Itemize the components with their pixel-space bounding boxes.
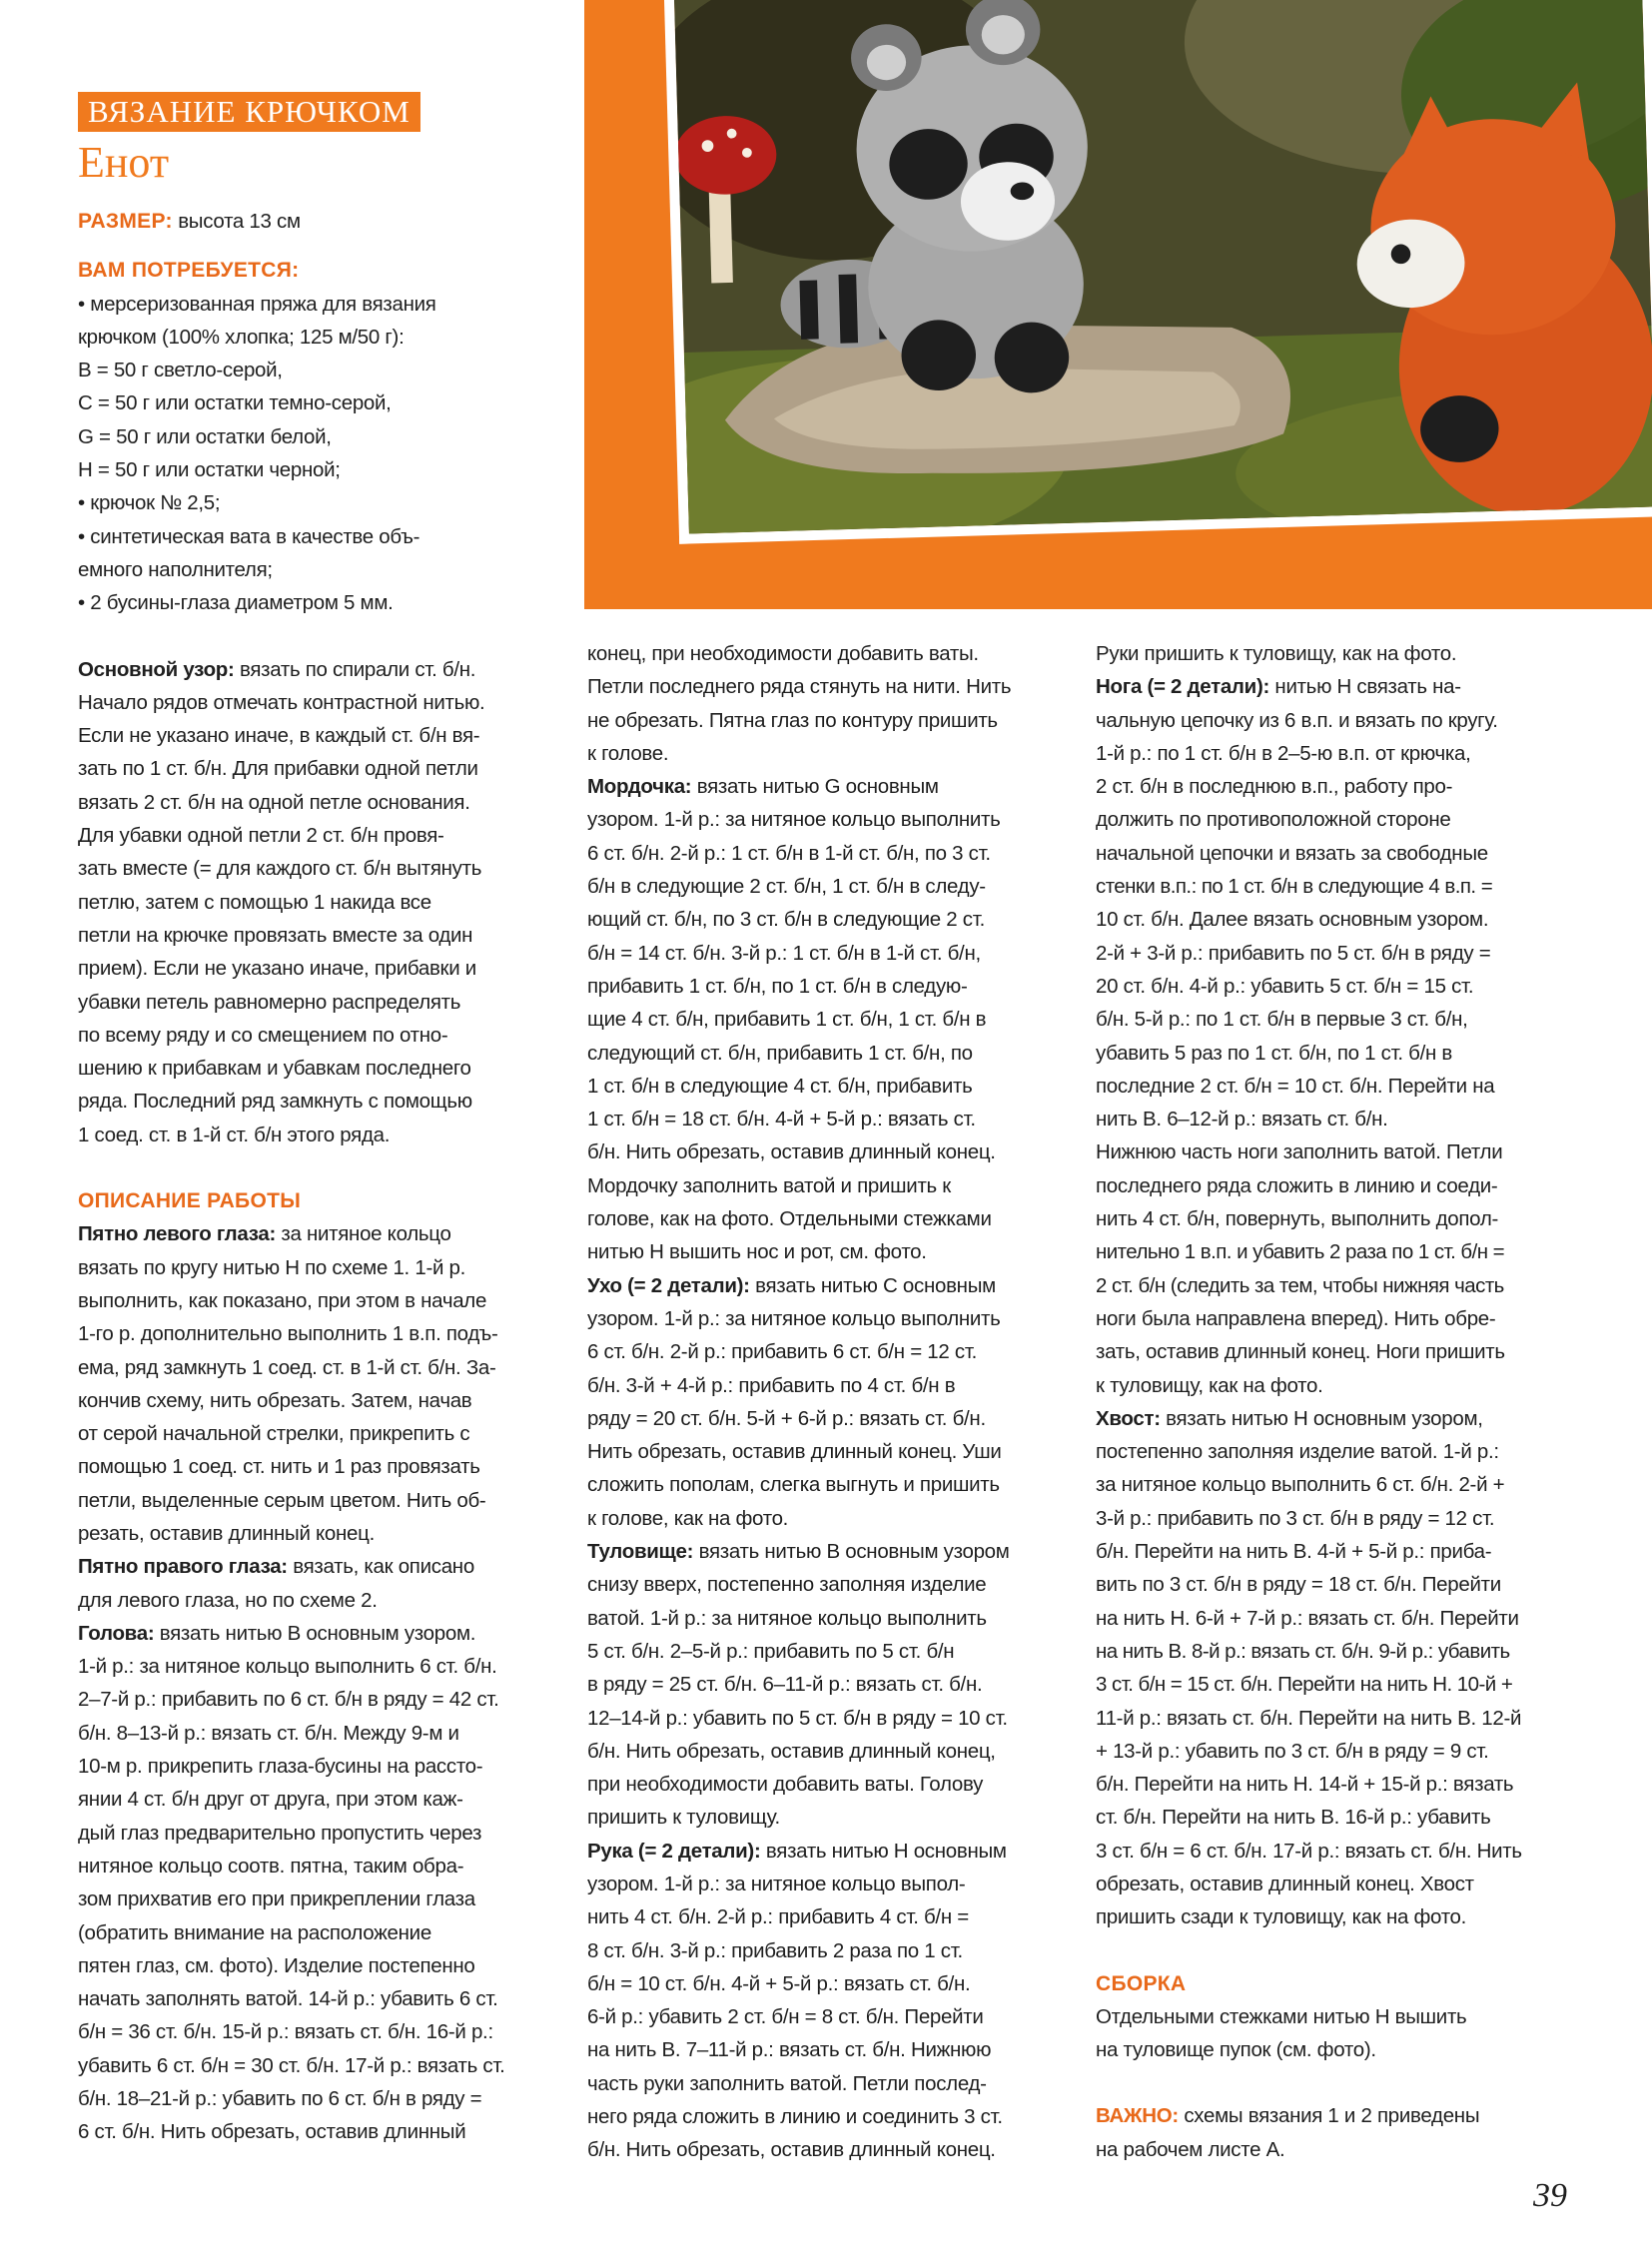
body-label: Туловище: <box>587 1540 694 1564</box>
important-line: на рабочем листе A. <box>1096 2137 1285 2161</box>
materials-heading: ВАМ ПОТРЕБУЕТСЯ: <box>78 259 300 283</box>
muzzle-line: прибавить 1 ст. б/н, по 1 ст. б/н в следую- <box>587 974 968 998</box>
head-line: убавить 6 ст. б/н = 30 ст. б/н. 17-й р.: вязать ст. <box>78 2053 505 2077</box>
muzzle-line: Мордочка: вязать нитью G основным <box>587 775 939 799</box>
assembly-heading: СБОРКА <box>1096 1971 1187 1995</box>
leg-line: 20 ст. б/н. 4-й р.: убавить 5 ст. б/н = 15 ст. <box>1096 974 1474 998</box>
column-1 <box>78 205 557 2149</box>
left-eye-label: Пятно левого глаза: <box>78 1222 276 1246</box>
head-label: Голова: <box>78 1621 155 1645</box>
ear-line: 6 ст. б/н. 2-й р.: прибавить 6 ст. б/н = 12 ст. <box>587 1340 978 1364</box>
left-eye-line: Пятно левого глаза: за нитяное кольцо <box>78 1222 451 1246</box>
leg-line: нительно 1 в.п. и убавить 2 раза по 1 ст. б/н = <box>1096 1240 1505 1264</box>
leg-line: 2 ст. б/н (следить за тем, чтобы нижняя часть <box>1096 1273 1504 1297</box>
head-line: дый глаз предварительно пропустить через <box>78 1821 482 1845</box>
leg-line: зать, оставив длинный конец. Ноги пришить <box>1096 1340 1505 1364</box>
muzzle-line: Мордочку заполнить ватой и пришить к <box>587 1173 951 1197</box>
arm-line: часть руки заполнить ватой. Петли послед- <box>587 2071 987 2095</box>
basic-line: прием). Если не указано иначе, прибавки и <box>78 957 476 981</box>
page-number: 39 <box>1533 2177 1567 2214</box>
tail-line: 3-й р.: прибавить по 3 ст. б/н в ряду = 12 ст. <box>1096 1506 1495 1530</box>
leg-line: 10 ст. б/н. Далее вязать основным узором. <box>1096 908 1489 932</box>
basic-line: убавки петель равномерно распределять <box>78 990 461 1014</box>
spacer <box>1096 2066 1577 2099</box>
leg-line: убавить 5 раз по 1 ст. б/н, по 1 ст. б/н в <box>1096 1041 1453 1065</box>
arm-line: узором. 1-й р.: за нитяное кольцо выпол- <box>587 1872 966 1895</box>
tail-line: 11-й р.: вязать ст. б/н. Перейти на нить B. 12-й <box>1096 1706 1522 1730</box>
leg-line: должить по противоположной стороне <box>1096 808 1451 832</box>
head-line: янии 4 ст. б/н друг от друга, при этом каж- <box>78 1788 463 1812</box>
leg-line: б/н. 5-й р.: по 1 ст. б/н в первые 3 ст. б/н, <box>1096 1008 1468 1032</box>
intro-line: к голове. <box>587 741 669 765</box>
arm-line: б/н. Нить обрезать, оставив длинный конец. <box>587 2138 996 2162</box>
arm-label: Рука (= 2 детали): <box>587 1839 761 1863</box>
head-line: зом прихватив его при прикреплении глаза <box>78 1887 475 1911</box>
materials-line: • крючок № 2,5; <box>78 491 221 515</box>
tail-line: постепенно заполняя изделие ватой. 1-й р.: <box>1096 1440 1499 1464</box>
arm-section <box>587 1835 1067 2167</box>
basic-line: 1 соед. ст. в 1-й ст. б/н этого ряда. <box>78 1123 391 1146</box>
tail-line: пришить сзади к туловищу, как на фото. <box>1096 1905 1467 1929</box>
basic-line: ряда. Последний ряд замкнуть с помощью <box>78 1090 472 1114</box>
size-value: высота 13 см <box>178 210 301 233</box>
left-eye-line: ема, ряд замкнуть 1 соед. ст. в 1-й ст. б/н. За- <box>78 1355 496 1379</box>
muzzle-line: б/н. Нить обрезать, оставив длинный конец. <box>587 1140 996 1164</box>
head-line: (обратить внимание на расположение <box>78 1920 431 1944</box>
arm-line: нить 4 ст. б/н. 2-й р.: прибавить 4 ст. б/н = <box>587 1905 969 1929</box>
leg-line: последнего ряда сложить в линию и соеди- <box>1096 1173 1498 1197</box>
tail-line: обрезать, оставив длинный конец. Хвост <box>1096 1872 1474 1895</box>
materials-line: • синтетическая вата в качестве объ- <box>78 524 420 548</box>
tail-line: б/н. Перейти на нить H. 14-й + 15-й р.: вязать <box>1096 1773 1514 1797</box>
head-line: нитяное кольцо соотв. пятна, таким обра- <box>78 1854 464 1878</box>
assembly-line: на туловище пупок (см. фото). <box>1096 2038 1376 2062</box>
arm-line: б/н = 10 ст. б/н. 4-й + 5-й р.: вязать ст. б/н. <box>587 1971 971 1995</box>
head-line: б/н = 36 ст. б/н. 15-й р.: вязать ст. б/н. 16-й р.: <box>78 2020 493 2044</box>
body-line: при необходимости добавить ваты. Голову <box>587 1773 984 1797</box>
important-label: ВАЖНО: <box>1096 2104 1179 2128</box>
intro-line: Петли последнего ряда стянуть на нити. Нить <box>587 675 1012 699</box>
arm-line: на нить B. 7–11-й р.: вязать ст. б/н. Нижнюю <box>587 2038 992 2062</box>
basic-line: Начало рядов отмечать контрастной нитью. <box>78 690 485 714</box>
ear-section <box>587 1269 1067 1535</box>
tail-line: б/н. Перейти на нить B. 4-й + 5-й р.: приба- <box>1096 1540 1492 1564</box>
left-eye-line: вязать по кругу нитью H по схеме 1. 1-й р. <box>78 1255 466 1279</box>
leg-label: Нога (= 2 детали): <box>1096 675 1270 699</box>
body-line: в ряду = 25 ст. б/н. 6–11-й р.: вязать ст. б/н. <box>587 1673 983 1697</box>
left-eye-line: резать, оставив длинный конец. <box>78 1521 375 1545</box>
photo-illustration <box>674 0 1652 534</box>
head-line: б/н. 18–21-й р.: убавить по 6 ст. б/н в ряду = <box>78 2087 482 2111</box>
muzzle-line: нитью H вышить нос и рот, см. фото. <box>587 1240 927 1264</box>
tail-line: на нить H. 6-й + 7-й р.: вязать ст. б/н. Перейти <box>1096 1606 1519 1630</box>
materials-line: емного наполнителя; <box>78 557 273 581</box>
tail-line: на нить B. 8-й р.: вязать ст. б/н. 9-й р.: убавить <box>1096 1639 1510 1663</box>
muzzle-line: 6 ст. б/н. 2-й р.: 1 ст. б/н в 1-й ст. б/н, по 3 ст. <box>587 841 991 865</box>
right-eye-line: Пятно правого глаза: вязать, как описано <box>78 1555 474 1579</box>
muzzle-line: б/н = 14 ст. б/н. 3-й р.: 1 ст. б/н в 1-й ст. б/н, <box>587 941 981 965</box>
tail-line: вить по 3 ст. б/н в ряду = 18 ст. б/н. Перейти <box>1096 1573 1501 1597</box>
basic-line: Если не указано иначе, в каждый ст. б/н вя- <box>78 724 480 748</box>
left-eye-line: петли, выделенные серым цветом. Нить об- <box>78 1488 486 1512</box>
ear-line: ряду = 20 ст. б/н. 5-й + 6-й р.: вязать ст. б/н. <box>587 1406 986 1430</box>
muzzle-label: Мордочка: <box>587 775 692 799</box>
left-eye-line: выполнить, как показано, при этом в начале <box>78 1288 487 1312</box>
muzzle-line: голове, как на фото. Отдельными стежками <box>587 1207 992 1231</box>
materials-line: G = 50 г или остатки белой, <box>78 424 332 448</box>
muzzle-line: б/н в следующие 2 ст. б/н, 1 ст. б/н в следу- <box>587 875 986 899</box>
ear-line: Ухо (= 2 детали): вязать нитью C основным <box>587 1273 996 1297</box>
materials-line: H = 50 г или остатки черной; <box>78 458 341 482</box>
spacer <box>78 238 557 254</box>
head-line: 2–7-й р.: прибавить по 6 ст. б/н в ряду = 42 ст. <box>78 1688 499 1712</box>
leg-line: к туловищу, как на фото. <box>1096 1373 1323 1397</box>
tail-section <box>1096 1402 1577 1934</box>
arm-line: 8 ст. б/н. 3-й р.: прибавить 2 раза по 1 ст. <box>587 1938 963 1962</box>
body-line: снизу вверх, постепенно заполняя изделие <box>587 1573 987 1597</box>
leg-line: 2-й + 3-й р.: прибавить по 5 ст. б/н в ряду = <box>1096 941 1491 965</box>
materials-line: C = 50 г или остатки темно-серой, <box>78 391 392 415</box>
ear-line: к голове, как на фото. <box>587 1506 789 1530</box>
head-line: Голова: вязать нитью B основным узором. <box>78 1621 476 1645</box>
basic-pattern <box>78 653 557 1151</box>
head-line: 10-м р. прикрепить глаза-бусины на рассто- <box>78 1755 483 1779</box>
tail-line: ст. б/н. Перейти на нить B. 16-й р.: убавить <box>1096 1806 1491 1830</box>
leg-section <box>1096 670 1577 1402</box>
left-eye-section <box>78 1217 557 1550</box>
materials-line: • мерсеризованная пряжа для вязания <box>78 292 436 316</box>
ear-line: Нить обрезать, оставив длинный конец. Уши <box>587 1440 1002 1464</box>
left-eye-line: кончив схему, нить обрезать. Затем, начав <box>78 1388 472 1412</box>
muzzle-line: 1 ст. б/н в следующие 4 ст. б/н, прибавить <box>587 1074 973 1098</box>
work-heading: ОПИСАНИЕ РАБОТЫ <box>78 1189 302 1213</box>
right-eye-section <box>78 1550 557 1617</box>
assembly-line: Отдельными стежками нитью H вышить <box>1096 2004 1467 2028</box>
intro-line: конец, при необходимости добавить ваты. <box>587 642 979 665</box>
tail-line: 3 ст. б/н = 6 ст. б/н. 17-й р.: вязать ст. б/н. Нить <box>1096 1839 1522 1863</box>
ear-line: б/н. 3-й + 4-й р.: прибавить по 4 ст. б/н в <box>587 1373 956 1397</box>
basic-line: Для убавки одной петли 2 ст. б/н провя- <box>78 824 444 848</box>
intro-line: Руки пришить к туловищу, как на фото. <box>1096 642 1457 665</box>
leg-line: чальную цепочку из 6 в.п. и вязать по кругу. <box>1096 708 1498 732</box>
tail-line: + 13-й р.: убавить по 3 ст. б/н в ряду = 9 ст. <box>1096 1739 1489 1763</box>
materials-list <box>78 288 557 620</box>
body-line: б/н. Нить обрезать, оставив длинный конец, <box>587 1739 996 1763</box>
arm-line: 6-й р.: убавить 2 ст. б/н = 8 ст. б/н. Перейти <box>587 2005 984 2029</box>
muzzle-line: ющий ст. б/н, по 3 ст. б/н в следующие 2 ст. <box>587 908 985 932</box>
body-line: пришить к туловищу. <box>587 1806 780 1830</box>
left-eye-line: помощью 1 соед. ст. нить и 1 раз провязать <box>78 1455 480 1479</box>
leg-line: 1-й р.: по 1 ст. б/н в 2–5-ю в.п. от крючка, <box>1096 741 1471 765</box>
column-3 <box>1096 637 1577 2166</box>
leg-line: нить B. 6–12-й р.: вязать ст. б/н. <box>1096 1108 1388 1131</box>
category-label: ВЯЗАНИЕ КРЮЧКОМ <box>78 92 420 132</box>
spacer <box>1096 1934 1577 1967</box>
tail-line: за нитяное кольцо выполнить 6 ст. б/н. 2-й + <box>1096 1473 1505 1497</box>
basic-line: вязать 2 ст. б/н на одной петле основания. <box>78 790 470 814</box>
ear-line: сложить пополам, слегка выгнуть и пришить <box>587 1473 1000 1497</box>
right-eye-line: для левого глаза, но по схеме 2. <box>78 1588 378 1612</box>
basic-line: Основной узор: вязать по спирали ст. б/н. <box>78 657 476 681</box>
body-section <box>587 1535 1067 1835</box>
tail-line: 3 ст. б/н = 15 ст. б/н. Перейти на нить H. 10-й + <box>1096 1673 1513 1697</box>
leg-line: последние 2 ст. б/н = 10 ст. б/н. Перейти на <box>1096 1074 1495 1098</box>
head-line: начать заполнять ватой. 14-й р.: убавить 6 ст. <box>78 1987 498 2011</box>
intro-line: не обрезать. Пятна глаз по контуру пришить <box>587 708 998 732</box>
materials-line: • 2 бусины-глаза диаметром 5 мм. <box>78 591 394 615</box>
head-line: пятен глаз, см. фото). Изделие постепенно <box>78 1953 475 1977</box>
materials-line: B = 50 г светло-серой, <box>78 359 283 382</box>
basic-line: петлю, затем с помощью 1 накида все <box>78 890 431 914</box>
materials-line: крючком (100% хлопка; 125 м/50 г): <box>78 325 405 349</box>
muzzle-line: щие 4 ст. б/н, прибавить 1 ст. б/н, 1 ст. б/н в <box>587 1008 987 1032</box>
head-line: 6 ст. б/н. Нить обрезать, оставив длинный <box>78 2120 466 2144</box>
leg-line: стенки в.п.: по 1 ст. б/н в следующие 4 в.п. = <box>1096 875 1493 899</box>
body-line: Туловище: вязать нитью B основным узором <box>587 1540 1010 1564</box>
column-2 <box>587 637 1067 2167</box>
muzzle-line: узором. 1-й р.: за нитяное кольцо выполнить <box>587 808 1001 832</box>
muzzle-line: 1 ст. б/н = 18 ст. б/н. 4-й + 5-й р.: вязать ст. <box>587 1108 976 1131</box>
page-title: Енот <box>78 138 170 187</box>
basic-line: шению к прибавкам и убавкам последнего <box>78 1057 471 1081</box>
body-line: 12–14-й р.: убавить по 5 ст. б/н в ряду = 10 ст. <box>587 1706 1008 1730</box>
leg-line: 2 ст. б/н в последнюю в.п., работу про- <box>1096 775 1453 799</box>
leg-line: ноги была направлена вперед). Нить обре- <box>1096 1306 1496 1330</box>
important-line: ВАЖНО: схемы вязания 1 и 2 приведены <box>1096 2104 1480 2128</box>
basic-line: петли на крючке провязать вместе за один <box>78 923 473 947</box>
spacer <box>78 1151 557 1184</box>
raccoon-fox-photo <box>664 0 1652 544</box>
body-line: ватой. 1-й р.: за нитяное кольцо выполнить <box>587 1606 987 1630</box>
ear-line: узором. 1-й р.: за нитяное кольцо выполнить <box>587 1306 1001 1330</box>
head-section <box>78 1617 557 2149</box>
leg-line: Нижнюю часть ноги заполнить ватой. Петли <box>1096 1140 1503 1164</box>
left-eye-line: 1-го р. дополнительно выполнить 1 в.п. подъ- <box>78 1322 498 1346</box>
left-eye-line: от серой начальной стрелки, прикрепить с <box>78 1422 470 1446</box>
leg-line: Нога (= 2 детали): нитью H связать на- <box>1096 675 1461 699</box>
basic-line: по всему ряду и со смещением по отно- <box>78 1023 448 1047</box>
leg-line: начальной цепочки и вязать за свободные <box>1096 841 1488 865</box>
arm-line: него ряда сложить в линию и соединить 3 ст. <box>587 2105 1003 2129</box>
size-line <box>78 205 557 238</box>
leg-line: нить 4 ст. б/н, повернуть, выполнить допол- <box>1096 1207 1499 1231</box>
right-eye-label: Пятно правого глаза: <box>78 1555 288 1579</box>
head-line: 1-й р.: за нитяное кольцо выполнить 6 ст. б/н. <box>78 1655 497 1679</box>
muzzle-section <box>587 770 1067 1268</box>
head-line: б/н. 8–13-й р.: вязать ст. б/н. Между 9-м и <box>78 1721 459 1745</box>
size-label: РАЗМЕР: <box>78 210 173 233</box>
arm-line: Рука (= 2 детали): вязать нитью H основным <box>587 1839 1007 1863</box>
ear-label: Ухо (= 2 детали): <box>587 1273 750 1297</box>
muzzle-line: следующий ст. б/н, прибавить 1 ст. б/н, по <box>587 1041 973 1065</box>
basic-label: Основной узор: <box>78 657 235 681</box>
basic-line: зать вместе (= для каждого ст. б/н вытянуть <box>78 857 482 881</box>
spacer <box>78 620 557 653</box>
tail-label: Хвост: <box>1096 1406 1161 1430</box>
basic-line: зать по 1 ст. б/н. Для прибавки одной петли <box>78 757 478 781</box>
body-line: 5 ст. б/н. 2–5-й р.: прибавить по 5 ст. б/н <box>587 1639 955 1663</box>
tail-line: Хвост: вязать нитью H основным узором, <box>1096 1406 1483 1430</box>
